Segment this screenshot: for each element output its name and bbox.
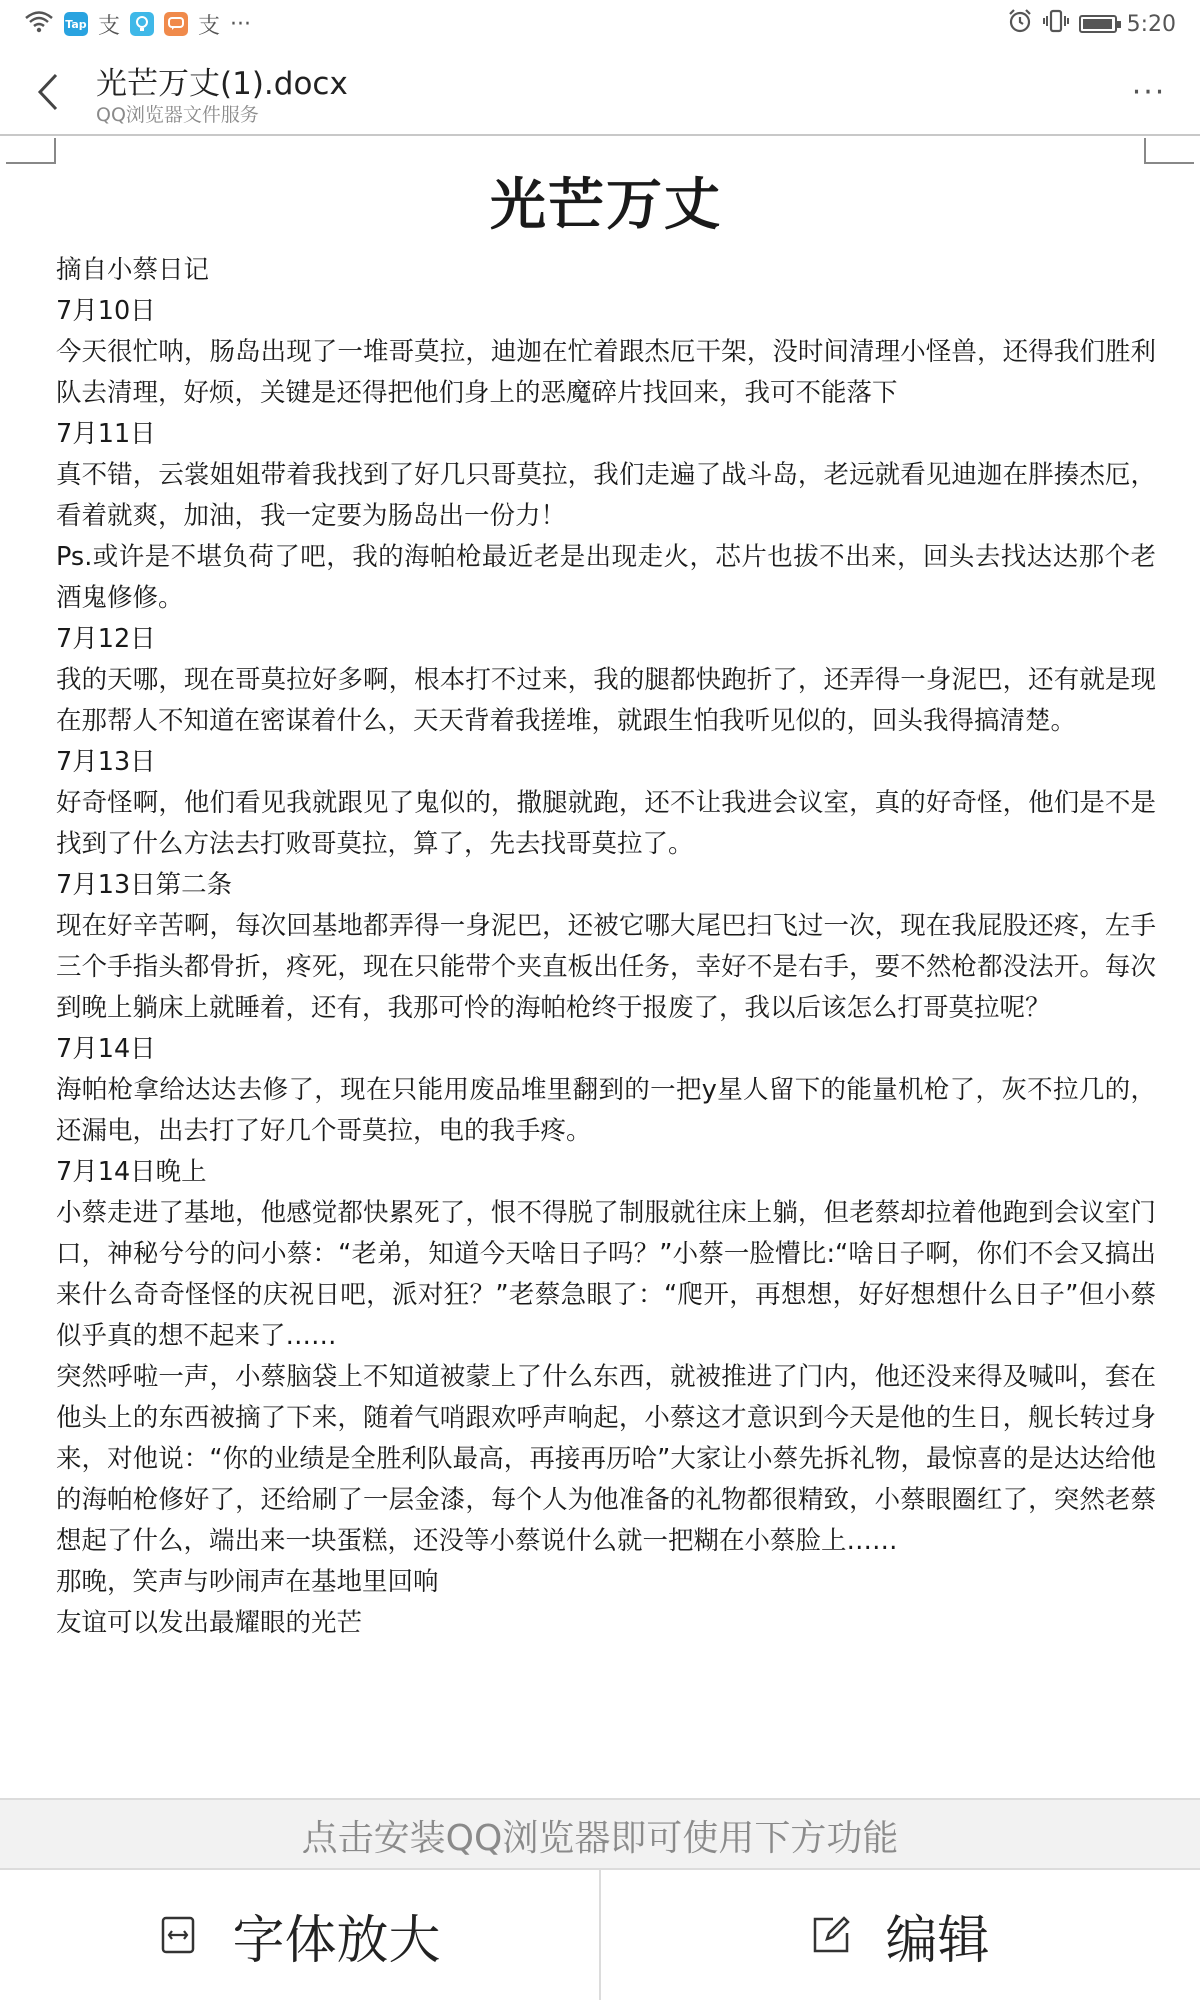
paragraph: 7月14日 <box>56 1034 156 1064</box>
paragraph: 突然呼啦一声，小蔡脑袋上不知道被蒙上了什么东西，就被推进了门内，他还没来得及喊叫，套在他头上的东西被摘了下来，随着气哨跟欢呼声响起，小蔡这才意识到今天是他的生日，舰长转过身来，对他说：“你的业绩是全胜利队最高，再接再历哈”大家让小蔡先拆礼物，最惊喜的是达达给他的海帕枪修好了，还给刷了一层金漆，每个人为他准备的礼物都很精致，小蔡眼圈红了，突然老蔡想起了什么，端出来一块蛋糕，还没等小蔡说什么就一把糊在小蔡脸上…… <box>56 1362 1156 1556</box>
document-heading: 光芒万丈 <box>490 173 722 238</box>
font-enlarge-button[interactable] <box>0 1870 599 2000</box>
font-enlarge-icon <box>158 1915 198 1955</box>
paragraph: 7月13日第二条 <box>56 870 233 900</box>
font-enlarge-label: 字体放大 <box>232 1910 441 1971</box>
paragraph: 友谊可以发出最耀眼的光芒 <box>56 1608 363 1638</box>
alarm-icon <box>1007 8 1033 40</box>
paragraph: 那晚，笑声与吵闹声在基地里回响 <box>56 1567 439 1597</box>
paragraph: 我的天哪，现在哥莫拉好多啊，根本打不过来，我的腿都快跑折了，还弄得一身泥巴，还有就是现在那帮人不知道在密谋着什么，天天背着我搓堆，就跟生怕我听见似的，回头我得搞清楚。 <box>56 665 1156 736</box>
paragraph: 现在好辛苦啊，每次回基地都弄得一身泥巴，还被它哪大尾巴扫飞过一次，现在我屁股还疼，左手三个手指头都骨折，疼死，现在只能带个夹直板出任务，幸好不是右手，要不然枪都没法开。每次到晚上躺床上就睡着，还有，我那可怜的海帕枪终于报废了，我以后该怎么打哥莫拉呢？ <box>56 911 1156 1023</box>
edit-label: 编辑 <box>885 1910 990 1971</box>
pay-app-icon: 支 <box>98 13 121 39</box>
app-header <box>0 48 1200 136</box>
vibrate-icon <box>1043 8 1069 40</box>
document-title: 光芒万丈(1).docx <box>96 66 348 102</box>
battery-icon <box>1079 15 1117 33</box>
clock: 5:20 <box>1126 11 1176 37</box>
paragraph: 小蔡走进了基地，他感觉都快累死了，恨不得脱了制服就往床上躺，但老蔡却拉着他跑到会议室门口，神秘兮兮的问小蔡：“老弟，知道今天啥日子吗？”小蔡一脸懵比:“啥日子啊，你们不会又搞出来什么奇奇怪怪的庆祝日吧，派对狂？”老蔡急眼了：“爬开，再想想，好好想想什么日子”但小蔡似乎真的想不起来了…… <box>56 1198 1156 1351</box>
page-corner-mark-left <box>6 138 56 164</box>
paragraph: 好奇怪啊，他们看见我就跟见了鬼似的，撒腿就跑，还不让我进会议室，真的好奇怪，他们是不是找到了什么方法去打败哥莫拉，算了，先去找哥莫拉了。 <box>56 788 1156 859</box>
paragraph: 7月10日 <box>56 296 156 326</box>
paragraph: 7月13日 <box>56 747 156 777</box>
chat-app-icon <box>164 12 188 36</box>
edit-button[interactable] <box>599 1870 1200 2000</box>
document-body <box>56 166 1156 1644</box>
tap-app-icon: Tap <box>64 12 88 36</box>
bulb-app-icon <box>130 12 154 36</box>
install-banner[interactable]: 点击安装QQ浏览器即可使用下方功能 <box>0 1798 1200 1870</box>
bottom-toolbar <box>0 1868 1200 2000</box>
page-corner-mark-right <box>1144 138 1194 164</box>
status-bar <box>0 0 1200 48</box>
paragraph: 7月12日 <box>56 624 156 654</box>
pay-app-icon-2: 支 <box>198 13 221 39</box>
paragraph: 7月14日晚上 <box>56 1157 207 1187</box>
paragraph: 7月11日 <box>56 419 156 449</box>
paragraph: Ps.或许是不堪负荷了吧，我的海帕枪最近老是出现走火，芯片也拔不出来，回头去找达达那个老酒鬼修修。 <box>56 542 1156 613</box>
paragraph: 真不错，云裳姐姐带着我找到了好几只哥莫拉，我们走遍了战斗岛，老远就看见迪迦在胖揍杰厄，看着就爽，加油，我一定要为肠岛出一份力！ <box>56 460 1156 531</box>
battery-level <box>1083 19 1112 29</box>
document-subtitle: QQ浏览器文件服务 <box>96 104 259 126</box>
more-notifications-icon: ··· <box>230 11 252 37</box>
more-options-button[interactable]: ··· <box>1131 74 1167 110</box>
status-bar-right <box>1007 8 1176 40</box>
paragraph: 摘自小蔡日记 <box>56 255 210 285</box>
back-button[interactable] <box>28 68 68 116</box>
chevron-left-icon <box>36 72 60 112</box>
edit-icon <box>811 1915 851 1955</box>
wifi-icon <box>24 9 54 39</box>
status-bar-left <box>24 9 251 40</box>
paragraph: 今天很忙呐，肠岛出现了一堆哥莫拉，迪迦在忙着跟杰厄干架，没时间清理小怪兽，还得我们胜利队去清理，好烦，关键是还得把他们身上的恶魔碎片找回来，我可不能落下 <box>56 337 1156 408</box>
paragraph: 海帕枪拿给达达去修了，现在只能用废品堆里翻到的一把y星人留下的能量机枪了，灰不拉几的，还漏电，出去打了好几个哥莫拉，电的我手疼。 <box>56 1075 1156 1146</box>
